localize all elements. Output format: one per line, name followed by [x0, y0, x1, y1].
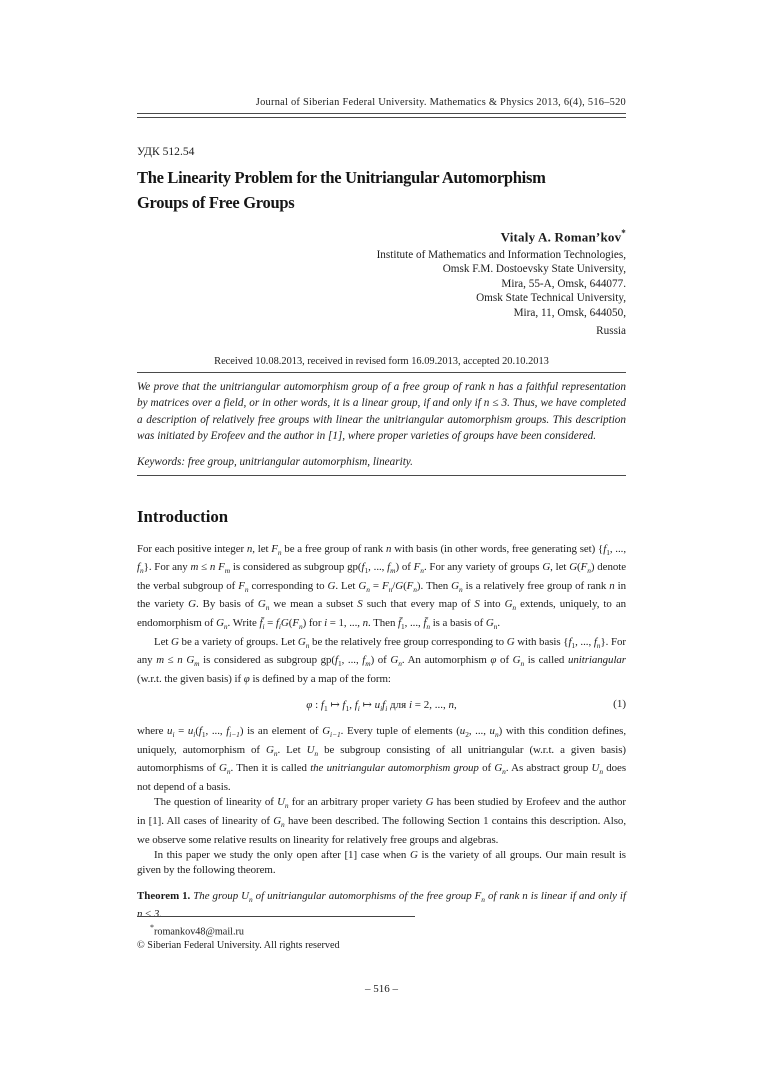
author-footnote-mark: *: [621, 227, 626, 238]
equation-body: φ : $f_1$ ↦ $f_1$, $f_i$ ↦ $u_if_i$ для i = 2, ..., n,: [306, 699, 457, 714]
author-block: [137, 228, 626, 337]
display-equation: [137, 698, 626, 713]
paper-title-line-1: The Linearity Problem for the Unitriangular Automorphism: [137, 167, 546, 187]
footnote-email: [137, 921, 626, 939]
journal-running-header: Journal of Siberian Federal University. Mathematics & Physics 2013, 6(4), 516–520: [255, 97, 626, 108]
udc-code: УДК 512.54: [137, 144, 195, 158]
affiliation-line: Omsk F.M. Dostoevsky State University,: [442, 263, 626, 276]
abstract-text: We prove that the unitriangular automorphism group of a free group of rank n has a faithful representation by matrices over a field, or in other words, it is a linear group, if and only if n ≤ 3. Thus, we have completed a description of relatively free groups with linear the unitriangular automorphism groups. This description was initiated by Erofeev and the author in [1], where proper varieties of groups have been considered.: [137, 380, 626, 443]
paper-title: [137, 165, 626, 216]
page-number: – 516 –: [365, 983, 398, 995]
paper-title-line-2: Groups of Free Groups: [137, 193, 295, 213]
affiliation: [137, 248, 626, 320]
body-paragraph: In this paper we study the only open after [1] case when G is the variety of all groups. Our main result is given by the following theorem.: [137, 848, 626, 877]
affiliation-line: Mira, 55-A, Omsk, 644077.: [501, 277, 626, 290]
footnote-email-text: romankov48@mail.ru: [154, 926, 245, 938]
affiliation-line: Mira, 11, Omsk, 644050,: [513, 306, 626, 319]
footnote-copyright: © Siberian Federal University. All rights reserved: [137, 940, 340, 952]
affiliation-country: Russia: [596, 324, 626, 337]
equation-number: (1): [613, 698, 626, 711]
abstract-top-rule: [137, 372, 626, 373]
affiliation-line: Institute of Mathematics and Information Technologies,: [376, 248, 626, 261]
page-content: [137, 0, 626, 923]
received-dates-line: Received 10.08.2013, received in revised form 16.09.2013, accepted 20.10.2013: [214, 355, 549, 367]
body-paragraph: The question of linearity of $U_n$ for an arbitrary proper variety G has been studied by Erofeev and the author in [1]. All cases of linearity of $G_n$ have been described. The following Section 1 contains this description. Also, we observe some relative results on linearity for relatively free groups and algebras.: [137, 796, 627, 846]
theorem-statement: The group $U_n$ of unitriangular automorphisms of the free group $F_n$ of rank n is linear if and only if n ≤ 3.: [137, 889, 626, 921]
affiliation-line: Omsk State Technical University,: [476, 292, 626, 305]
abstract-bottom-rule: [137, 475, 626, 476]
body-paragraph: Let G be a variety of groups. Let $G_n$ be the relatively free group corresponding to G with basis {$f_1$, ..., $f_n$}. For any m ≤ n $G_m$ is considered as subgroup $gp(f_1$, ..., $f_m$) of $G_n$. An automorphism φ of $G_n$ is called unitriangular (w.r.t. the given basis) if φ is defined by a map of the form:: [137, 635, 626, 685]
footnote-block: [137, 916, 626, 953]
footnote-email-mark: *: [150, 923, 154, 932]
author-name-text: Vitaly A. Roman’kov: [500, 228, 622, 244]
author-name: [137, 228, 626, 245]
body-paragraph: where $u_i = u_i(f_1$, ..., $f_{i-1}$) is an element of $G_{i-1}$. Every tuple of elements ($u_2$, ..., $u_n$) with this condition defines, uniquely, automorphism of $G_n$. Let $U_n$ be subgroup consisting of all unitriangular (w.r.t. a given basis) automorphisms of $G_n$. Then it is called the unitriangular automorphism group of $G_n$. As abstract group $U_n$ does not depend of a basis.: [137, 725, 627, 793]
header-double-rule: [137, 113, 626, 118]
keywords-line: Keywords: free group, unitriangular automorphism, linearity.: [137, 455, 413, 468]
theorem-label: Theorem 1.: [137, 889, 191, 902]
body-paragraph: For each positive integer n, let $F_n$ be a free group of rank n with basis (in other words, free generating set) {$f_1$, ..., $f_n$}. For any m ≤ n $F_m$ is considered as subgroup $gp(f_1$, ..., $f_m$) of $F_n$. For any variety of groups G, let $G(F_n)$ denote the verbal subgroup of $F_n$ corresponding to G. Let $G_n = F_n/G(F_n)$. Then $G_n$ is a relatively free group of rank n in the variety G. By basis of $G_n$ we mean a subset S such that every map of S into $G_n$ extends, uniquely, to an endomorphism of $G_n$. Write $f̄_i = f_iG(F_n)$ for i = 1, ..., n. Then $f̄_1$, ..., $f̄_n$ is a basis of $G_n$.: [137, 542, 627, 632]
section-heading-introduction: Introduction: [137, 506, 229, 526]
footnote-rule: [137, 916, 415, 917]
